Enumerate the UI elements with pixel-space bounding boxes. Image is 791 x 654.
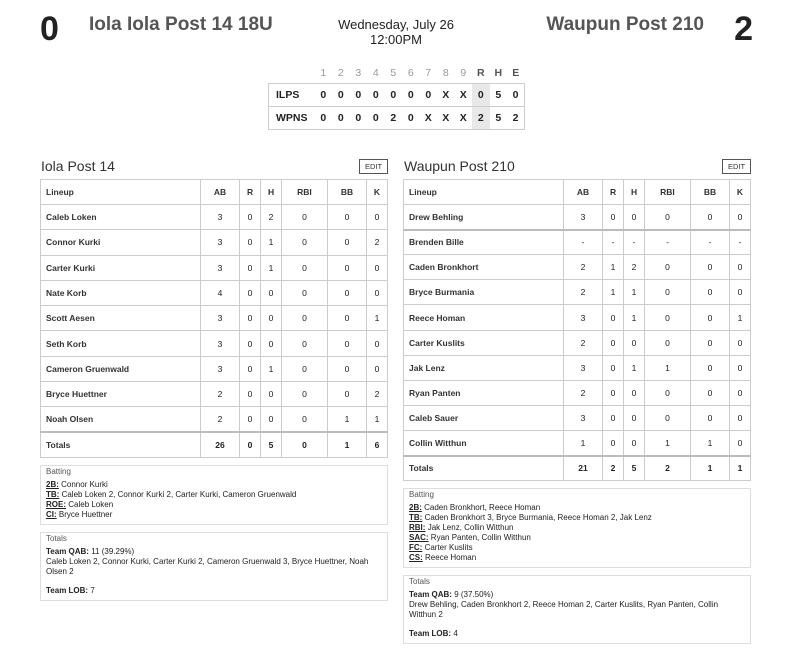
stats-header-row bbox=[404, 180, 751, 205]
player-stat: 0 bbox=[624, 205, 645, 230]
totals-stat: 6 bbox=[367, 432, 388, 457]
player-stat: 0 bbox=[690, 205, 729, 230]
player-stat: 0 bbox=[645, 205, 691, 230]
home-box-score bbox=[403, 155, 751, 644]
game-date: Wednesday, July 26 bbox=[338, 17, 454, 32]
player-stat: 0 bbox=[282, 407, 328, 432]
batting-stat-label: RBI: bbox=[409, 523, 426, 533]
player-name[interactable]: Seth Korb bbox=[41, 331, 201, 356]
player-stat: - bbox=[603, 230, 624, 255]
player-stat: 0 bbox=[367, 280, 388, 305]
stats-col-header: Lineup bbox=[404, 180, 564, 205]
linescore-cell: 0 bbox=[350, 106, 368, 129]
player-stat: 2 bbox=[564, 255, 603, 280]
batting-stat-text: Caden Bronkhort, Reece Homan bbox=[424, 503, 541, 513]
player-name[interactable]: Carter Kuslits bbox=[404, 330, 564, 355]
batting-line bbox=[409, 523, 745, 533]
team-lob-value: 7 bbox=[90, 585, 95, 595]
home-score: 2 bbox=[734, 10, 753, 48]
stats-col-header: H bbox=[624, 180, 645, 205]
totals-stat: 21 bbox=[564, 456, 603, 481]
player-row bbox=[41, 356, 388, 381]
totals-row bbox=[404, 456, 751, 481]
player-stat: 0 bbox=[690, 305, 729, 330]
player-stat: 0 bbox=[282, 205, 328, 230]
batting-stat-text: Bryce Huettner bbox=[58, 509, 113, 519]
player-stat: 0 bbox=[282, 382, 328, 407]
player-name[interactable]: Bryce Burmania bbox=[404, 280, 564, 305]
team-lob-label: Team LOB: bbox=[46, 585, 89, 595]
player-row bbox=[404, 305, 751, 330]
linescore-team: ILPS bbox=[269, 83, 315, 106]
away-batting-notes bbox=[40, 465, 388, 525]
player-name[interactable]: Caden Bronkhort bbox=[404, 255, 564, 280]
totals-title: Totals bbox=[46, 533, 67, 543]
player-row bbox=[404, 205, 751, 230]
player-row bbox=[41, 407, 388, 432]
player-stat: 0 bbox=[624, 405, 645, 430]
linescore-col-header: 9 bbox=[460, 67, 467, 80]
away-team-name[interactable]: Iola Iola Post 14 18U bbox=[89, 14, 273, 35]
player-stat: 0 bbox=[327, 382, 366, 407]
player-stat: 1 bbox=[261, 255, 282, 280]
game-time: 12:00PM bbox=[369, 32, 423, 47]
player-stat: 2 bbox=[261, 205, 282, 230]
player-stat: 0 bbox=[327, 255, 366, 280]
player-stat: 0 bbox=[603, 405, 624, 430]
batting-stat-text: Carter Kuslits bbox=[424, 543, 473, 553]
player-stat: 2 bbox=[201, 407, 240, 432]
linescore-cell: 2 bbox=[385, 106, 403, 129]
player-row bbox=[404, 255, 751, 280]
batting-stat-label: FC: bbox=[409, 543, 423, 553]
player-stat: 0 bbox=[282, 255, 328, 280]
player-name[interactable]: Nate Korb bbox=[41, 280, 201, 305]
batting-stat-text: Ryan Panten, Collin Witthun bbox=[430, 533, 531, 543]
player-stat: 0 bbox=[327, 230, 366, 255]
player-name[interactable]: Caleb Sauer bbox=[404, 405, 564, 430]
stats-col-header: K bbox=[730, 180, 751, 205]
batting-stat-label: ROE: bbox=[46, 499, 66, 509]
player-name[interactable]: Collin Witthun bbox=[404, 430, 564, 455]
player-stat: 2 bbox=[201, 382, 240, 407]
player-stat: 0 bbox=[240, 280, 261, 305]
away-edit-button[interactable]: EDIT bbox=[359, 159, 388, 174]
batting-line bbox=[409, 503, 745, 513]
linescore-cell: X bbox=[437, 83, 455, 106]
linescore-cell: 2 bbox=[472, 106, 490, 129]
player-stat: 0 bbox=[730, 330, 751, 355]
player-stat: 2 bbox=[564, 380, 603, 405]
team-qab-label: Team QAB: bbox=[409, 590, 452, 600]
player-name[interactable]: Brenden Bille bbox=[404, 230, 564, 255]
player-stat: 1 bbox=[624, 305, 645, 330]
linescore-cell: 5 bbox=[490, 106, 508, 129]
away-box-title: Iola Post 14 bbox=[41, 158, 115, 174]
linescore-cell: X bbox=[437, 106, 455, 129]
totals-stat: 1 bbox=[327, 432, 366, 457]
player-stat: 0 bbox=[282, 331, 328, 356]
player-stat: 0 bbox=[645, 280, 691, 305]
totals-title: Totals bbox=[409, 577, 430, 587]
linescore-cell: 0 bbox=[472, 83, 490, 106]
linescore-corner bbox=[269, 64, 315, 83]
player-stat: 0 bbox=[603, 330, 624, 355]
player-stat: 0 bbox=[282, 280, 328, 305]
totals-label: Totals bbox=[404, 456, 564, 481]
linescore-col-header: 1 bbox=[320, 67, 327, 80]
totals-stat: 1 bbox=[730, 456, 751, 481]
player-stat: - bbox=[624, 230, 645, 255]
player-stat: 0 bbox=[327, 280, 366, 305]
player-stat: 0 bbox=[282, 230, 328, 255]
player-stat: 3 bbox=[201, 356, 240, 381]
batting-line bbox=[46, 490, 382, 500]
batting-stat-label: TB: bbox=[409, 513, 423, 523]
stats-col-header: AB bbox=[201, 180, 240, 205]
batting-title: Batting bbox=[46, 466, 71, 476]
totals-stat: 0 bbox=[282, 432, 328, 457]
linescore-cell: 0 bbox=[315, 106, 333, 129]
batting-line bbox=[46, 510, 382, 520]
player-stat: 3 bbox=[564, 355, 603, 380]
linescore-header bbox=[269, 64, 525, 83]
home-team-name[interactable]: Waupun Post 210 bbox=[546, 14, 704, 35]
player-row bbox=[404, 230, 751, 255]
player-stat: 2 bbox=[564, 280, 603, 305]
batting-stat-label: TB: bbox=[46, 489, 60, 499]
totals-stat: 1 bbox=[690, 456, 729, 481]
totals-stat: 26 bbox=[201, 432, 240, 457]
player-stat: 4 bbox=[201, 280, 240, 305]
player-name[interactable]: Cameron Gruenwald bbox=[41, 356, 201, 381]
player-stat: 0 bbox=[327, 331, 366, 356]
player-stat: 0 bbox=[690, 405, 729, 430]
home-box-title: Waupun Post 210 bbox=[404, 158, 515, 174]
batting-stat-text: Reece Homan bbox=[425, 553, 477, 563]
linescore-cell: 0 bbox=[315, 83, 333, 106]
batting-stat-text: Caden Bronkhort 3, Bryce Burmania, Reece Homan 2, Jak Lenz bbox=[424, 513, 652, 523]
stats-col-header: RBI bbox=[282, 180, 328, 205]
player-stat: - bbox=[564, 230, 603, 255]
batting-line bbox=[46, 500, 382, 510]
linescore-col-header: 4 bbox=[372, 67, 379, 80]
linescore-col-header: 6 bbox=[407, 67, 414, 80]
away-box-score bbox=[40, 155, 388, 601]
linescore-cell: X bbox=[420, 106, 438, 129]
player-stat: 0 bbox=[645, 405, 691, 430]
linescore-cell: 0 bbox=[402, 106, 420, 129]
player-stat: 0 bbox=[603, 305, 624, 330]
stats-col-header: R bbox=[603, 180, 624, 205]
totals-stat: 5 bbox=[261, 432, 282, 457]
player-name[interactable]: Caleb Loken bbox=[41, 205, 201, 230]
player-stat: 0 bbox=[603, 355, 624, 380]
stats-col-header: BB bbox=[690, 180, 729, 205]
player-stat: 1 bbox=[327, 407, 366, 432]
player-stat: 2 bbox=[367, 230, 388, 255]
totals-stat: 2 bbox=[603, 456, 624, 481]
player-stat: 0 bbox=[240, 255, 261, 280]
batting-stat-label: CS: bbox=[409, 553, 423, 563]
player-name[interactable]: Noah Olsen bbox=[41, 407, 201, 432]
player-row bbox=[404, 405, 751, 430]
player-stat: 0 bbox=[240, 331, 261, 356]
player-stat: 0 bbox=[367, 205, 388, 230]
linescore-row bbox=[269, 83, 525, 106]
player-stat: 0 bbox=[730, 205, 751, 230]
player-stat: 0 bbox=[730, 380, 751, 405]
team-qab-value: 9 (37.50%) bbox=[454, 590, 494, 600]
player-name[interactable]: Connor Kurki bbox=[41, 230, 201, 255]
player-row bbox=[41, 255, 388, 280]
away-score: 0 bbox=[40, 10, 59, 48]
player-stat: 0 bbox=[624, 330, 645, 355]
batting-line bbox=[409, 543, 745, 553]
player-stat: 2 bbox=[367, 382, 388, 407]
player-stat: 0 bbox=[261, 280, 282, 305]
linescore-cell: 0 bbox=[332, 106, 350, 129]
player-name[interactable]: Scott Aesen bbox=[41, 306, 201, 331]
player-stat: 0 bbox=[240, 407, 261, 432]
player-stat: 0 bbox=[327, 306, 366, 331]
player-stat: 1 bbox=[624, 355, 645, 380]
linescore bbox=[268, 64, 525, 130]
team-lob-label: Team LOB: bbox=[409, 629, 452, 639]
player-stat: 0 bbox=[367, 255, 388, 280]
player-row bbox=[41, 280, 388, 305]
player-stat: - bbox=[645, 230, 691, 255]
team-qab-label: Team QAB: bbox=[46, 546, 89, 556]
player-stat: 2 bbox=[624, 255, 645, 280]
linescore-col-header: 8 bbox=[442, 67, 449, 80]
totals-label: Totals bbox=[41, 432, 201, 457]
linescore-cell: 0 bbox=[350, 83, 368, 106]
player-stat: - bbox=[690, 230, 729, 255]
stats-col-header: RBI bbox=[645, 180, 691, 205]
home-stats-table bbox=[403, 179, 751, 481]
home-totals-notes bbox=[403, 575, 751, 644]
player-stat: 1 bbox=[261, 230, 282, 255]
player-stat: 0 bbox=[645, 305, 691, 330]
linescore-col-header: R bbox=[476, 67, 485, 80]
game-info bbox=[326, 17, 466, 47]
player-stat: 1 bbox=[730, 305, 751, 330]
linescore-cell: X bbox=[455, 106, 473, 129]
linescore-cell: 0 bbox=[367, 83, 385, 106]
player-stat: 0 bbox=[730, 255, 751, 280]
player-stat: 0 bbox=[367, 331, 388, 356]
linescore-cell: 0 bbox=[367, 106, 385, 129]
linescore-cell: 0 bbox=[402, 83, 420, 106]
linescore-cell: 0 bbox=[420, 83, 438, 106]
player-row bbox=[41, 205, 388, 230]
player-stat: 0 bbox=[603, 205, 624, 230]
batting-title: Batting bbox=[409, 490, 434, 500]
player-row bbox=[404, 355, 751, 380]
linescore-cell: X bbox=[455, 83, 473, 106]
batting-stat-text: Connor Kurki bbox=[61, 479, 108, 489]
player-stat: 3 bbox=[201, 230, 240, 255]
player-name[interactable]: Bryce Huettner bbox=[41, 382, 201, 407]
player-row bbox=[404, 330, 751, 355]
player-stat: 0 bbox=[730, 405, 751, 430]
team-qab-detail: Drew Behling, Caden Bronkhort 2, Reece Homan 2, Carter Kuslits, Ryan Panten, Collin Witthun 2 bbox=[409, 600, 719, 620]
player-row bbox=[404, 280, 751, 305]
batting-stat-label: 2B: bbox=[409, 503, 422, 513]
player-row bbox=[404, 380, 751, 405]
player-stat: 1 bbox=[645, 355, 691, 380]
player-stat: 0 bbox=[645, 380, 691, 405]
player-stat: 0 bbox=[261, 331, 282, 356]
player-row bbox=[41, 230, 388, 255]
linescore-cell: 0 bbox=[385, 83, 403, 106]
player-name[interactable]: Reece Homan bbox=[404, 305, 564, 330]
player-stat: 2 bbox=[564, 330, 603, 355]
player-stat: 0 bbox=[282, 306, 328, 331]
player-stat: 3 bbox=[201, 255, 240, 280]
stats-header-row bbox=[41, 180, 388, 205]
linescore-cell: 2 bbox=[507, 106, 525, 129]
batting-line bbox=[409, 553, 745, 563]
batting-stat-label: 2B: bbox=[46, 479, 59, 489]
player-stat: - bbox=[730, 230, 751, 255]
stats-col-header: Lineup bbox=[41, 180, 201, 205]
linescore-team: WPNS bbox=[269, 106, 315, 129]
player-stat: 0 bbox=[367, 356, 388, 381]
team-qab-detail: Caleb Loken 2, Connor Kurki, Carter Kurki 2, Cameron Gruenwald 3, Bryce Huettner, Noah Olsen 2 bbox=[46, 556, 369, 576]
linescore-col-header: H bbox=[494, 67, 503, 80]
batting-line bbox=[46, 480, 382, 490]
player-stat: 0 bbox=[624, 380, 645, 405]
player-stat: 0 bbox=[261, 407, 282, 432]
totals-stat: 0 bbox=[240, 432, 261, 457]
player-stat: 1 bbox=[690, 430, 729, 455]
player-stat: 0 bbox=[690, 355, 729, 380]
stats-col-header: BB bbox=[327, 180, 366, 205]
player-stat: 3 bbox=[564, 405, 603, 430]
linescore-col-header: 3 bbox=[355, 67, 362, 80]
player-stat: 1 bbox=[367, 407, 388, 432]
player-stat: 1 bbox=[603, 280, 624, 305]
batting-stat-label: SAC: bbox=[409, 533, 429, 543]
linescore-row bbox=[269, 106, 525, 129]
player-stat: 0 bbox=[240, 356, 261, 381]
player-stat: 0 bbox=[327, 356, 366, 381]
player-stat: 0 bbox=[603, 430, 624, 455]
player-stat: 0 bbox=[624, 430, 645, 455]
player-stat: 0 bbox=[645, 255, 691, 280]
stats-col-header: R bbox=[240, 180, 261, 205]
stats-col-header: H bbox=[261, 180, 282, 205]
linescore-col-header: 2 bbox=[337, 67, 344, 80]
away-stats-table bbox=[40, 179, 388, 458]
batting-stat-text: Jak Lenz, Collin Witthun bbox=[427, 523, 514, 533]
player-stat: 0 bbox=[730, 430, 751, 455]
player-stat: 0 bbox=[240, 382, 261, 407]
linescore-cell: 5 bbox=[490, 83, 508, 106]
player-name[interactable]: Ryan Panten bbox=[404, 380, 564, 405]
team-qab-value: 11 (39.29%) bbox=[91, 546, 135, 556]
player-stat: 1 bbox=[261, 356, 282, 381]
totals-stat: 5 bbox=[624, 456, 645, 481]
player-row bbox=[41, 306, 388, 331]
linescore-col-header: 7 bbox=[425, 67, 432, 80]
player-stat: 1 bbox=[564, 430, 603, 455]
player-stat: 3 bbox=[201, 331, 240, 356]
player-name[interactable]: Carter Kurki bbox=[41, 255, 201, 280]
player-name[interactable]: Jak Lenz bbox=[404, 355, 564, 380]
home-batting-notes bbox=[403, 488, 751, 568]
player-stat: 3 bbox=[201, 205, 240, 230]
player-stat: 0 bbox=[261, 306, 282, 331]
player-stat: 1 bbox=[624, 280, 645, 305]
player-stat: 0 bbox=[240, 230, 261, 255]
away-totals-notes bbox=[40, 532, 388, 601]
player-row bbox=[41, 331, 388, 356]
player-stat: 0 bbox=[730, 280, 751, 305]
player-stat: 0 bbox=[261, 382, 282, 407]
player-stat: 0 bbox=[282, 356, 328, 381]
player-stat: 0 bbox=[730, 355, 751, 380]
player-stat: 3 bbox=[201, 306, 240, 331]
player-stat: 0 bbox=[690, 380, 729, 405]
batting-stat-label: CI: bbox=[46, 509, 57, 519]
home-edit-button[interactable]: EDIT bbox=[722, 159, 751, 174]
player-stat: 0 bbox=[645, 330, 691, 355]
batting-stat-text: Caleb Loken 2, Connor Kurki 2, Carter Kurki, Cameron Gruenwald bbox=[61, 489, 297, 499]
stats-col-header: K bbox=[367, 180, 388, 205]
linescore-col-header: E bbox=[512, 67, 520, 80]
totals-row bbox=[41, 432, 388, 457]
player-stat: 0 bbox=[240, 205, 261, 230]
player-stat: 1 bbox=[645, 430, 691, 455]
player-row bbox=[41, 382, 388, 407]
player-stat: 1 bbox=[603, 255, 624, 280]
linescore-col-header: 5 bbox=[390, 67, 397, 80]
linescore-cell: 0 bbox=[332, 83, 350, 106]
player-stat: 3 bbox=[564, 305, 603, 330]
player-stat: 0 bbox=[690, 330, 729, 355]
player-stat: 1 bbox=[367, 306, 388, 331]
player-stat: 0 bbox=[240, 306, 261, 331]
batting-line bbox=[409, 533, 745, 543]
player-row bbox=[404, 430, 751, 455]
totals-stat: 2 bbox=[645, 456, 691, 481]
player-stat: 0 bbox=[327, 205, 366, 230]
player-stat: 3 bbox=[564, 205, 603, 230]
stats-col-header: AB bbox=[564, 180, 603, 205]
batting-stat-text: Caleb Loken bbox=[68, 499, 114, 509]
batting-line bbox=[409, 513, 745, 523]
player-stat: 0 bbox=[690, 255, 729, 280]
player-stat: 0 bbox=[603, 380, 624, 405]
player-name[interactable]: Drew Behling bbox=[404, 205, 564, 230]
player-stat: 0 bbox=[690, 280, 729, 305]
linescore-cell: 0 bbox=[507, 83, 525, 106]
team-lob-value: 4 bbox=[453, 629, 458, 639]
